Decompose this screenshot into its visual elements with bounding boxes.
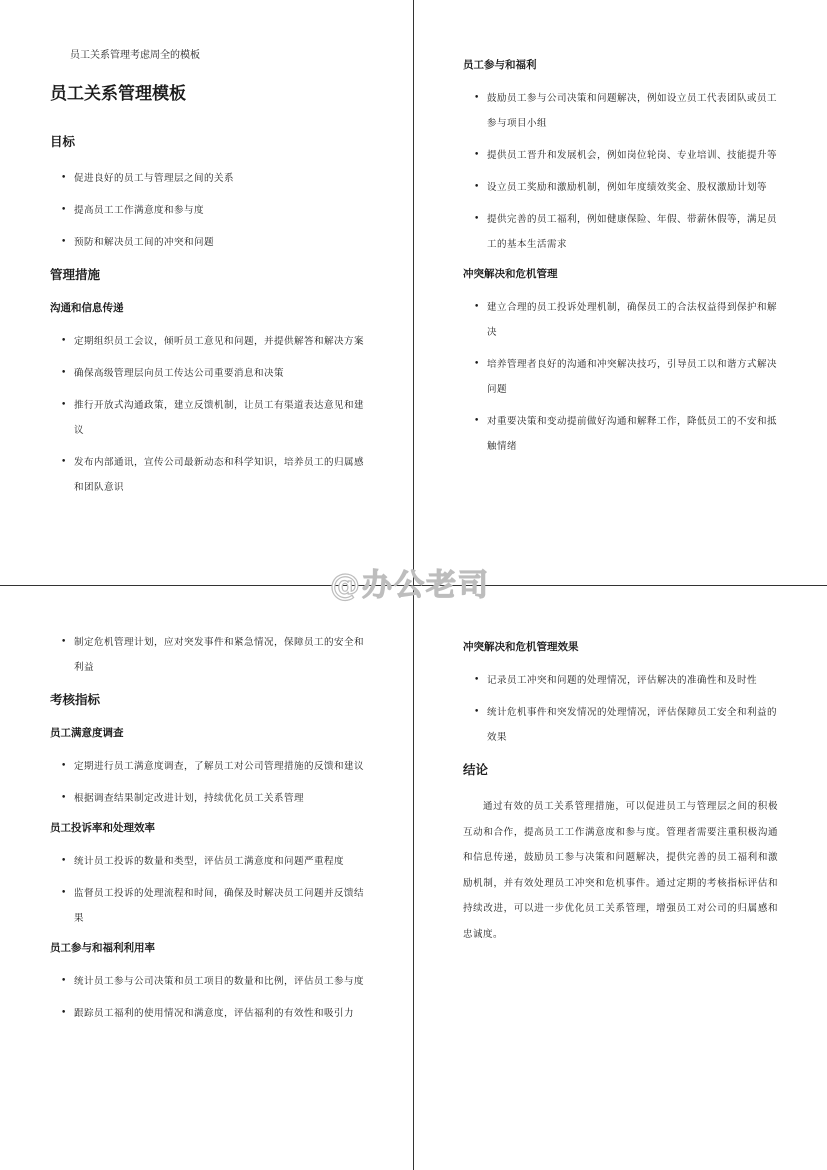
complaint-heading: 员工投诉率和处理效率 — [50, 822, 155, 834]
list-item: • 定期进行员工满意度调查，了解员工对公司管理措施的反馈和建议 — [50, 754, 365, 779]
list-item: • 确保高级管理层向员工传达公司重要消息和决策 — [50, 361, 365, 386]
list-item: • 提供员工晋升和发展机会，例如岗位轮岗、专业培训、技能提升等 — [463, 143, 778, 168]
kpi-heading: 考核指标 — [50, 692, 101, 707]
bullet-icon: • — [61, 976, 67, 986]
conclusion-heading: 结论 — [463, 762, 489, 777]
bullet-icon: • — [61, 793, 67, 803]
list-item: • 统计员工参与公司决策和员工项目的数量和比例，评估员工参与度 — [50, 969, 365, 994]
continued-list — [50, 630, 365, 680]
effect-heading: 冲突解决和危机管理效果 — [463, 641, 579, 653]
usage-heading: 员工参与和福利利用率 — [50, 942, 155, 954]
participation-list — [463, 86, 778, 257]
bullet-icon: • — [474, 359, 480, 369]
bullet-icon: • — [61, 173, 67, 183]
list-item: • 提供完善的员工福利，例如健康保险、年假、带薪休假等，满足员工的基本生活需求 — [463, 207, 778, 257]
list-item: • 记录员工冲突和问题的处理情况，评估解决的准确性和及时性 — [463, 668, 778, 693]
usage-list — [50, 969, 365, 1026]
bullet-icon: • — [61, 205, 67, 215]
watermark: @办公老司 — [330, 568, 490, 603]
bullet-icon: • — [61, 400, 67, 410]
page-4 — [463, 630, 778, 947]
bullet-icon: • — [61, 856, 67, 866]
list-item: • 对重要决策和变动提前做好沟通和解释工作，降低员工的不安和抵触情绪 — [463, 409, 778, 459]
list-item: • 建立合理的员工投诉处理机制，确保员工的合法权益得到保护和解决 — [463, 295, 778, 345]
bullet-icon: • — [474, 416, 480, 426]
list-item: • 统计危机事件和突发情况的处理情况，评估保障员工安全和利益的效果 — [463, 700, 778, 750]
bullet-icon: • — [474, 302, 480, 312]
list-item: • 预防和解决员工间的冲突和问题 — [50, 230, 365, 255]
list-item: • 监督员工投诉的处理流程和时间，确保及时解决员工问题并反馈结果 — [50, 881, 365, 931]
complaint-list — [50, 849, 365, 931]
list-item: • 鼓励员工参与公司决策和问题解决，例如设立员工代表团队或员工参与项目小组 — [463, 86, 778, 136]
bullet-icon: • — [474, 707, 480, 717]
effect-list — [463, 668, 778, 750]
page-1 — [50, 48, 365, 507]
bullet-icon: • — [474, 93, 480, 103]
bullet-icon: • — [61, 237, 67, 247]
list-item: • 跟踪员工福利的使用情况和满意度，评估福利的有效性和吸引力 — [50, 1001, 365, 1026]
measures-heading: 管理措施 — [50, 267, 101, 282]
bullet-icon: • — [61, 888, 67, 898]
list-item: • 培养管理者良好的沟通和冲突解决技巧，引导员工以和谐方式解决问题 — [463, 352, 778, 402]
satisfaction-list — [50, 754, 365, 811]
bullet-icon: • — [474, 182, 480, 192]
conclusion-paragraph: 通过有效的员工关系管理措施，可以促进员工与管理层之间的积极互动和合作，提高员工工作满意度和参与度。管理者需要注重积极沟通和信息传递，鼓励员工参与决策和问题解决，提供完善的员工福利和激励机制，并有效处理员工冲突和危机事件。通过定期的考核指标评估和持续改进，可以进一步优化员工关系管理，增强员工对公司的归属感和忠诚度。 — [463, 801, 778, 940]
list-item: • 提高员工工作满意度和参与度 — [50, 198, 365, 223]
conflict-list — [463, 295, 778, 459]
page-3 — [50, 630, 365, 1033]
bullet-icon: • — [474, 214, 480, 224]
list-item: • 根据调查结果制定改进计划，持续优化员工关系管理 — [50, 786, 365, 811]
document-title: 员工关系管理模板 — [50, 84, 186, 104]
list-item: • 推行开放式沟通政策，建立反馈机制，让员工有渠道表达意见和建议 — [50, 393, 365, 443]
list-item: • 设立员工奖励和激励机制，例如年度绩效奖金、股权激励计划等 — [463, 175, 778, 200]
bullet-icon: • — [61, 368, 67, 378]
bullet-icon: • — [61, 761, 67, 771]
list-item: • 定期组织员工会议，倾听员工意见和问题，并提供解答和解决方案 — [50, 329, 365, 354]
bullet-icon: • — [474, 675, 480, 685]
bullet-icon: • — [61, 637, 67, 647]
bullet-icon: • — [61, 1008, 67, 1018]
list-item: • 发布内部通讯，宣传公司最新动态和科学知识，培养员工的归属感和团队意识 — [50, 450, 365, 500]
communication-heading: 沟通和信息传递 — [50, 302, 124, 314]
bullet-icon: • — [61, 336, 67, 346]
conflict-heading: 冲突解决和危机管理 — [463, 268, 558, 280]
goals-list — [50, 166, 365, 255]
communication-list — [50, 329, 365, 500]
list-item: • 统计员工投诉的数量和类型，评估员工满意度和问题严重程度 — [50, 849, 365, 874]
participation-heading: 员工参与和福利 — [463, 59, 537, 71]
bullet-icon: • — [474, 150, 480, 160]
page-2 — [463, 48, 778, 466]
list-item: • 制定危机管理计划，应对突发事件和紧急情况，保障员工的安全和利益 — [50, 630, 365, 680]
list-item: • 促进良好的员工与管理层之间的关系 — [50, 166, 365, 191]
running-header: 员工关系管理考虑周全的模板 — [70, 50, 200, 61]
bullet-icon: • — [61, 457, 67, 467]
goals-heading: 目标 — [50, 134, 76, 149]
satisfaction-heading: 员工满意度调查 — [50, 727, 124, 739]
